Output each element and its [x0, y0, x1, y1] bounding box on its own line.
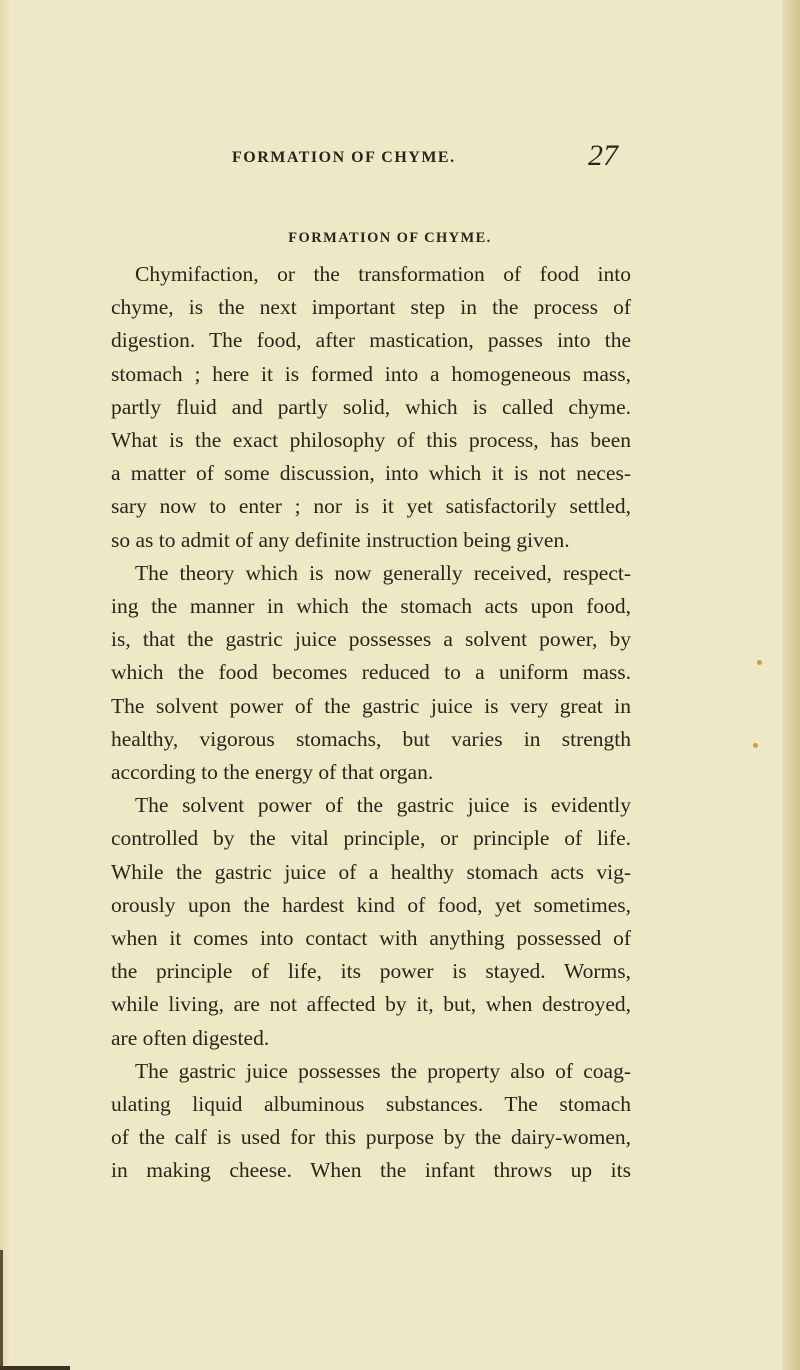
- text-line: while living, are not affected by it, but, when destroyed,: [111, 992, 631, 1017]
- text-line: orously upon the hardest kind of food, yet sometimes,: [111, 892, 631, 917]
- text-line: Chymifaction, or the transformation of food into: [135, 262, 631, 286]
- text-line: digestion. The food, after mastication, passes into the: [111, 328, 631, 353]
- text-line: is, that the gastric juice possesses a solvent power, by: [111, 627, 631, 652]
- section-heading: FORMATION OF CHYME.: [288, 230, 492, 246]
- margin-mark: [0, 1250, 3, 1370]
- text-line: healthy, vigorous stomachs, but varies in strength: [111, 726, 631, 751]
- text-line: are often digested.: [111, 1025, 270, 1050]
- text-line: in making cheese. When the infant throws up its: [111, 1158, 631, 1183]
- text-line: which the food becomes reduced to a uniform mass.: [111, 660, 631, 685]
- text-line: ulating liquid albuminous substances. The stomach: [111, 1092, 631, 1117]
- page-edge: [782, 0, 800, 1370]
- text-line: The gastric juice possesses the property also of coag-: [135, 1058, 631, 1083]
- running-header: [0, 139, 800, 175]
- text-line: of the calf is used for this purpose by the dairy-women,: [111, 1125, 631, 1150]
- text-line: controlled by the vital principle, or principle of life.: [111, 826, 631, 851]
- paper-speck: [753, 743, 758, 748]
- text-line: The solvent power of the gastric juice is evidently: [135, 793, 631, 818]
- running-title: FORMATION OF CHYME.: [232, 149, 456, 166]
- text-line: stomach ; here it is formed into a homogeneous mass,: [111, 361, 631, 386]
- text-line: the principle of life, its power is stayed. Worms,: [111, 959, 631, 984]
- text-line: when it comes into contact with anything possessed of: [111, 926, 631, 951]
- text-line: a matter of some discussion, into which it is not neces-: [111, 461, 631, 486]
- text-line: The solvent power of the gastric juice is very great in: [111, 693, 631, 718]
- page-gutter: [0, 0, 10, 1370]
- text-line: partly fluid and partly solid, which is called chyme.: [111, 394, 631, 419]
- text-line: according to the energy of that organ.: [111, 760, 434, 785]
- text-line: sary now to enter ; nor is it yet satisfactorily settled,: [111, 494, 631, 519]
- text-line: The theory which is now generally received, respect-: [135, 560, 631, 585]
- text-line: While the gastric juice of a healthy stomach acts vig-: [111, 859, 631, 884]
- text-line: ing the manner in which the stomach acts upon food,: [111, 594, 631, 619]
- page-number: 27: [588, 139, 618, 172]
- text-line: chyme, is the next important step in the process of: [111, 295, 631, 320]
- paper-speck: [757, 660, 762, 665]
- bottom-mark: [0, 1366, 70, 1370]
- text-line: so as to admit of any definite instruction being given.: [111, 527, 570, 552]
- text-line: What is the exact philosophy of this process, has been: [111, 428, 631, 453]
- body-text: [111, 258, 631, 1188]
